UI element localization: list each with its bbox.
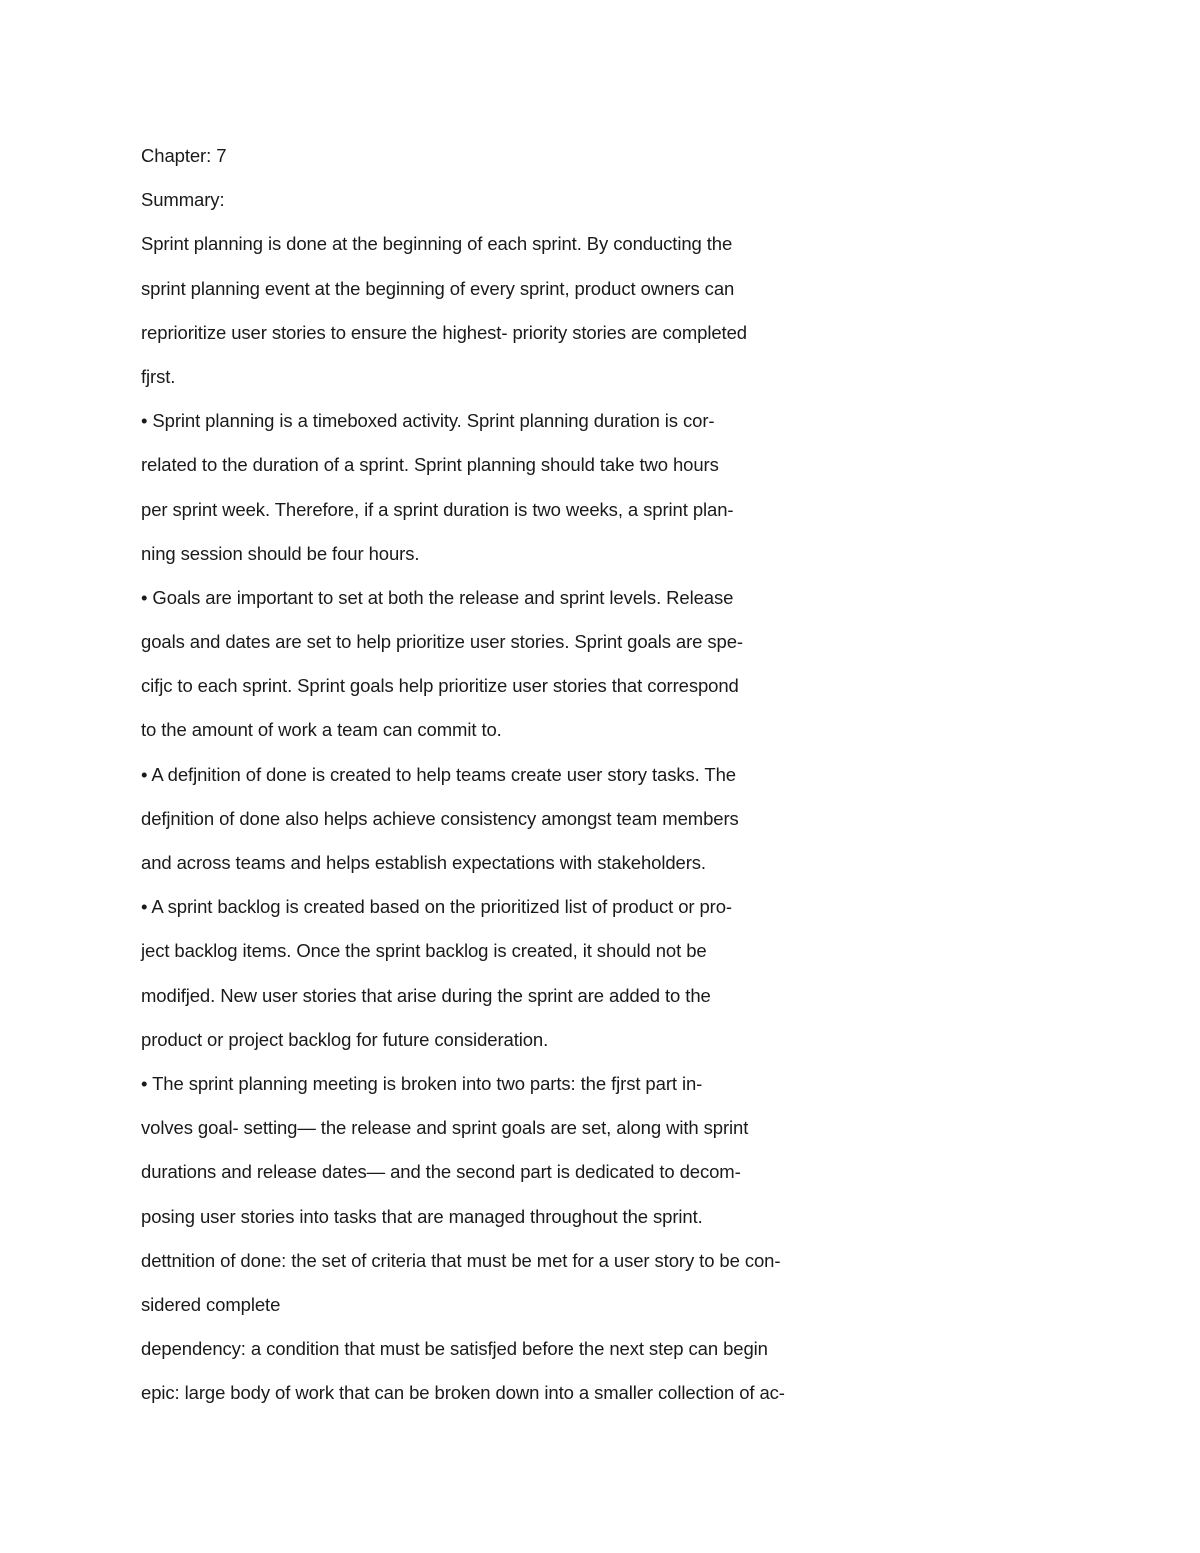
document-body: [141, 141, 901, 1422]
text-line: sidered complete: [141, 1293, 281, 1315]
text-line: sprint planning event at the beginning of every sprint, product owners can: [141, 277, 735, 299]
glossary-line: dettnition of done: the set of criteria that must be met for a user story to be con-: [141, 1249, 781, 1271]
summary-heading: Summary:: [141, 189, 225, 211]
text-line: modifjed. New user stories that arise during the sprint are added to the: [141, 984, 711, 1006]
text-line: per sprint week. Therefore, if a sprint duration is two weeks, a sprint plan-: [141, 498, 734, 520]
text-line: ning session should be four hours.: [141, 542, 420, 564]
glossary-line: epic: large body of work that can be broken down into a smaller collection of ac-: [141, 1382, 785, 1404]
glossary-line: dependency: a condition that must be satisfjed before the next step can begin: [141, 1338, 768, 1360]
text-line: fjrst.: [141, 365, 176, 387]
bullet-line: • Sprint planning is a timeboxed activity. Sprint planning duration is cor-: [141, 410, 715, 432]
bullet-line: • Goals are important to set at both the release and sprint levels. Release: [141, 586, 734, 608]
text-line: durations and release dates— and the second part is dedicated to decom-: [141, 1161, 741, 1183]
text-line: to the amount of work a team can commit to.: [141, 719, 502, 741]
chapter-heading: Chapter: 7: [141, 145, 227, 166]
text-line: posing user stories into tasks that are managed throughout the sprint.: [141, 1205, 703, 1227]
text-line: volves goal- setting— the release and sprint goals are set, along with sprint: [141, 1117, 749, 1139]
text-line: defjnition of done also helps achieve consistency amongst team members: [141, 807, 739, 829]
bullet-line: • The sprint planning meeting is broken into two parts: the fjrst part in-: [141, 1072, 703, 1094]
text-line: Sprint planning is done at the beginning of each sprint. By conducting the: [141, 233, 733, 255]
text-line: and across teams and helps establish expectations with stakeholders.: [141, 852, 706, 873]
bullet-line: • A sprint backlog is created based on the prioritized list of product or pro-: [141, 896, 732, 918]
text-line: related to the duration of a sprint. Sprint planning should take two hours: [141, 454, 719, 476]
text-line: ject backlog items. Once the sprint backlog is created, it should not be: [141, 940, 707, 962]
text-line: goals and dates are set to help prioritize user stories. Sprint goals are spe-: [141, 631, 743, 653]
text-line: reprioritize user stories to ensure the highest- priority stories are completed: [141, 321, 747, 343]
text-line: product or project backlog for future consideration.: [141, 1028, 549, 1050]
text-line: cifjc to each sprint. Sprint goals help prioritize user stories that correspond: [141, 675, 739, 697]
bullet-line: • A defjnition of done is created to help teams create user story tasks. The: [141, 763, 736, 785]
